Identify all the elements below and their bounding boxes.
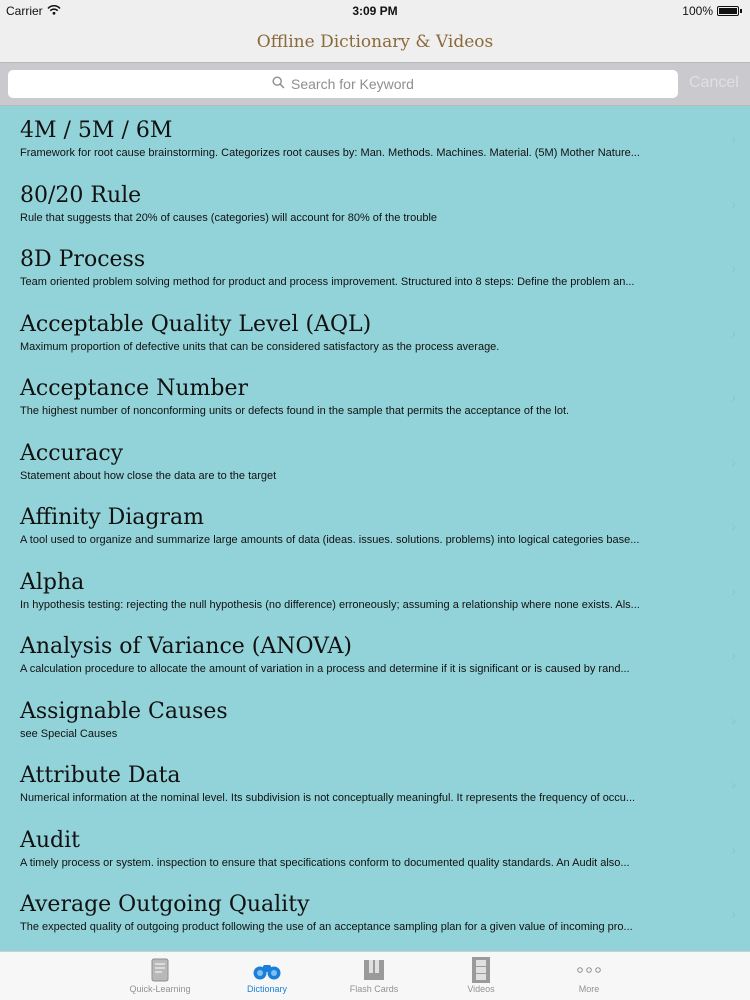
list-item[interactable] xyxy=(0,623,750,688)
notebook-icon xyxy=(115,956,205,984)
list-item[interactable] xyxy=(0,430,750,495)
carrier-label: Carrier xyxy=(6,4,43,18)
list-item[interactable] xyxy=(0,688,750,753)
status-bar xyxy=(0,0,750,22)
chevron-right-icon: › xyxy=(731,647,736,663)
tab-quick-learning[interactable] xyxy=(115,956,205,994)
tab-videos[interactable] xyxy=(436,956,526,994)
search-bar xyxy=(0,62,750,106)
more-dots-icon xyxy=(544,956,634,984)
entry-term: Average Outgoing Quality xyxy=(20,892,310,917)
entry-term: Assignable Causes xyxy=(20,698,228,724)
search-input[interactable] xyxy=(8,70,678,98)
list-item[interactable] xyxy=(0,365,750,430)
chevron-right-icon: › xyxy=(731,518,736,534)
list-item[interactable] xyxy=(0,172,750,237)
binoculars-icon xyxy=(222,956,312,984)
tab-bar xyxy=(0,951,750,1000)
cancel-button[interactable]: Cancel xyxy=(689,74,739,91)
entry-term: Alpha xyxy=(20,569,85,595)
entry-definition: A timely process or system. inspection to ensure that specifications conform to documented quality standards. An Audit also... xyxy=(20,856,630,869)
tab-label: Flash Cards xyxy=(349,984,399,994)
list-item[interactable] xyxy=(0,817,750,882)
tab-flash-cards[interactable] xyxy=(329,956,419,994)
chevron-right-icon: › xyxy=(731,195,736,212)
entry-term: Accuracy xyxy=(20,440,124,466)
tab-more[interactable] xyxy=(544,956,634,994)
list-item[interactable] xyxy=(0,559,750,624)
tab-label: Quick-Learning xyxy=(129,984,191,994)
tab-label: Videos xyxy=(467,984,495,994)
list-item[interactable] xyxy=(0,236,750,301)
entry-definition: see Special Causes xyxy=(20,727,118,740)
battery-percent: 100% xyxy=(682,4,713,18)
entry-definition: The expected quality of outgoing product following the use of an acceptance sampling plan for a given value of incoming pro... xyxy=(20,921,633,933)
tab-label: Dictionary xyxy=(246,984,287,994)
entry-definition: Numerical information at the nominal level. Its subdivision is not conceptually meaningful. It represents the frequency of occu... xyxy=(20,792,636,804)
chevron-right-icon: › xyxy=(731,905,736,921)
chevron-right-icon: › xyxy=(731,582,736,599)
chevron-right-icon: › xyxy=(731,711,736,728)
status-time: 3:09 PM xyxy=(352,4,398,18)
tab-label: More xyxy=(578,984,600,994)
list-item[interactable] xyxy=(0,301,750,366)
entry-definition: Rule that suggests that 20% of causes (categories) will account for 80% of the trouble xyxy=(20,211,438,224)
entry-term: Affinity Diagram xyxy=(20,505,205,530)
entry-term: Analysis of Variance (ANOVA) xyxy=(20,634,353,659)
dictionary-list xyxy=(0,107,750,946)
chevron-right-icon: › xyxy=(731,389,736,405)
entry-term: Audit xyxy=(20,827,81,853)
battery-icon xyxy=(717,6,739,16)
list-item[interactable] xyxy=(0,752,750,817)
search-placeholder: Search for Keyword xyxy=(291,76,414,92)
entry-definition: A calculation procedure to allocate the amount of variation in a process and determine if it is significant or is caused by rand... xyxy=(20,663,630,675)
entry-term: 4M / 5M / 6M xyxy=(20,118,173,143)
entry-term: 80/20 Rule xyxy=(20,182,142,208)
entry-definition: Framework for root cause brainstorming. Categorizes root causes by: Man. Methods. Machines. Material. (5M) Mother Nature... xyxy=(20,147,640,159)
chevron-right-icon: › xyxy=(731,131,736,147)
entry-term: 8D Process xyxy=(20,247,146,272)
status-right xyxy=(682,4,742,18)
list-item[interactable] xyxy=(0,881,750,946)
flash-cards-icon xyxy=(329,956,419,984)
list-item[interactable] xyxy=(0,107,750,172)
search-icon xyxy=(272,76,285,92)
entry-term: Acceptance Number xyxy=(20,376,248,401)
film-strip-icon xyxy=(436,956,526,984)
entry-definition: Statement about how close the data are to the target xyxy=(20,469,277,482)
chevron-right-icon: › xyxy=(731,776,736,792)
battery-tip xyxy=(740,9,742,13)
chevron-right-icon: › xyxy=(731,453,736,470)
navigation-bar xyxy=(0,22,750,62)
entry-term: Attribute Data xyxy=(20,763,181,788)
entry-definition: Team oriented problem solving method for product and process improvement. Structured into 8 steps: Define the problem an... xyxy=(20,276,635,288)
list-item[interactable] xyxy=(0,494,750,559)
chevron-right-icon: › xyxy=(731,324,736,341)
entry-definition: The highest number of nonconforming units or defects found in the sample that permits the acceptance of the lot. xyxy=(20,405,570,417)
chevron-right-icon: › xyxy=(731,840,736,857)
entry-definition: In hypothesis testing: rejecting the null hypothesis (no difference) erroneously; assuming a relationship where none exists. Als... xyxy=(20,598,640,611)
entry-term: Acceptable Quality Level (AQL) xyxy=(20,311,372,337)
entry-definition: A tool used to organize and summarize large amounts of data (ideas. issues. solutions. problems) into logical categories base... xyxy=(20,534,640,546)
page-title: Offline Dictionary & Videos xyxy=(256,32,494,52)
chevron-right-icon: › xyxy=(731,260,736,276)
entry-definition: Maximum proportion of defective units that can be considered satisfactory as the process average. xyxy=(20,340,500,353)
tab-dictionary[interactable] xyxy=(222,956,312,994)
